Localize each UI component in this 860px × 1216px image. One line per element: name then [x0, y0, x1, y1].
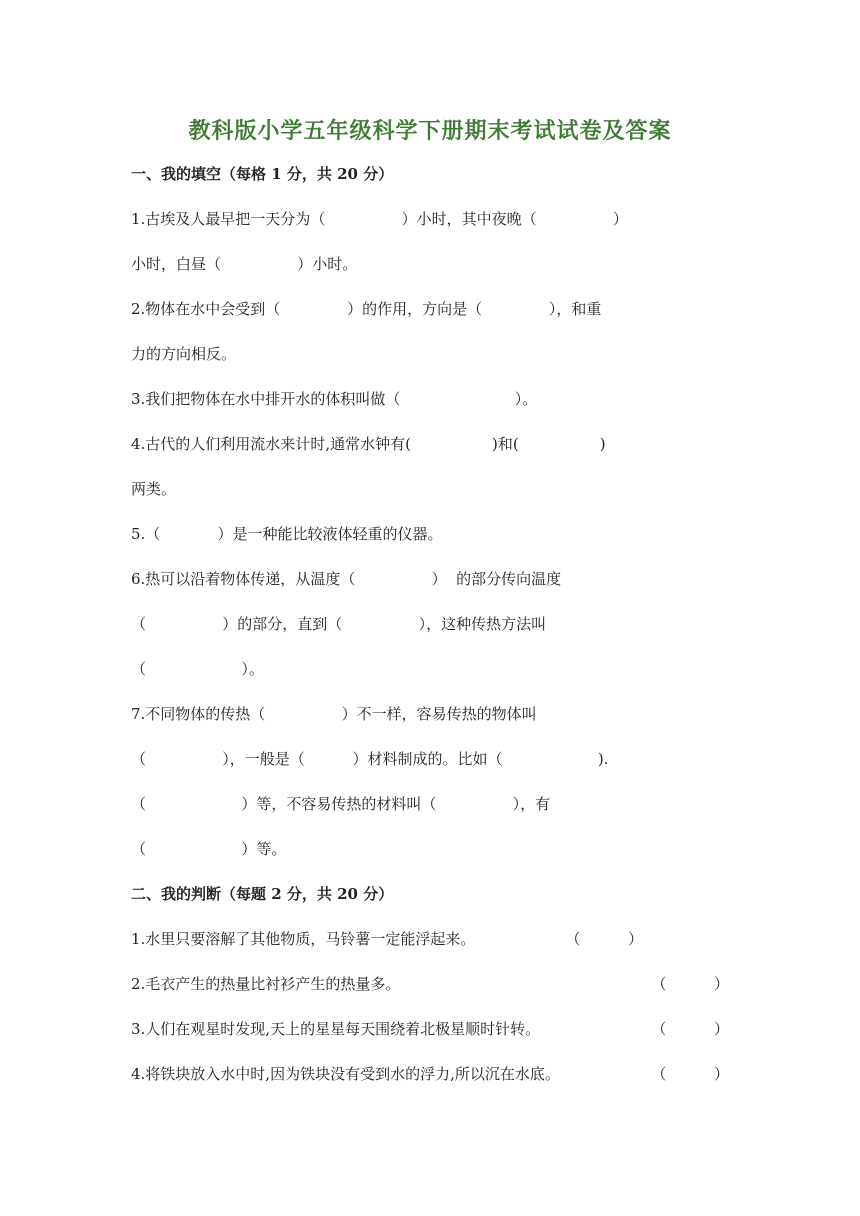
judgement-text: 3.人们在观星时发现,天上的星星每天围绕着北极星顺时针转。: [131, 1020, 541, 1038]
question-line: 两类。: [131, 480, 177, 498]
question-line: 5.（ ）是一种能比较液体轻重的仪器。: [131, 525, 443, 543]
question-line: 2.物体在水中会受到（ ）的作用，方向是（ ），和重: [131, 300, 602, 318]
question-line: （ ）等。: [131, 840, 287, 858]
question-line: （ ）的部分，直到（ ），这种传热方法叫: [131, 615, 547, 633]
answer-bracket[interactable]: （ ）: [565, 930, 643, 948]
judgement-item: [131, 1063, 729, 1084]
question-line: 1.古埃及人最早把一天分为（ ）小时，其中夜晚（ ）: [131, 210, 628, 228]
section-heading-fill-in: 一、我的填空（每格 1 分，共 20 分）: [131, 165, 394, 183]
answer-bracket[interactable]: （ ）: [651, 1065, 729, 1083]
question-line: （ ）等，不容易传热的材料叫（ ），有: [131, 795, 551, 813]
answer-bracket[interactable]: （ ）: [651, 975, 729, 993]
document-title: 教科版小学五年级科学下册期末考试试卷及答案: [188, 118, 672, 144]
judgement-text: 1.水里只要溶解了其他物质，马铃薯一定能浮起来。: [131, 930, 476, 948]
question-line: 4.古代的人们利用流水来计时,通常水钟有( )和( ): [131, 435, 606, 453]
question-line: 小时，白昼（ ）小时。: [131, 255, 358, 273]
question-line: 力的方向相反。: [131, 345, 237, 363]
question-line: 7.不同物体的传热（ ）不一样，容易传热的物体叫: [131, 705, 537, 723]
section-heading-judgement: 二、我的判断（每题 2 分，共 20 分）: [131, 885, 394, 903]
question-line: （ ），一般是（ ）材料制成的。比如（ ).: [131, 750, 609, 768]
judgement-item: [131, 1018, 729, 1039]
question-line: （ ）。: [131, 660, 264, 678]
judgement-text: 2.毛衣产生的热量比衬衫产生的热量多。: [131, 975, 401, 993]
answer-bracket[interactable]: （ ）: [651, 1020, 729, 1038]
judgement-text: 4.将铁块放入水中时,因为铁块没有受到水的浮力,所以沉在水底。: [131, 1065, 560, 1083]
question-line: 3.我们把物体在水中排开水的体积叫做（ ）。: [131, 390, 538, 408]
judgement-item: [131, 928, 729, 949]
question-line: 6.热可以沿着物体传递，从温度（ ） 的部分传向温度: [131, 570, 562, 588]
judgement-item: [131, 973, 729, 994]
